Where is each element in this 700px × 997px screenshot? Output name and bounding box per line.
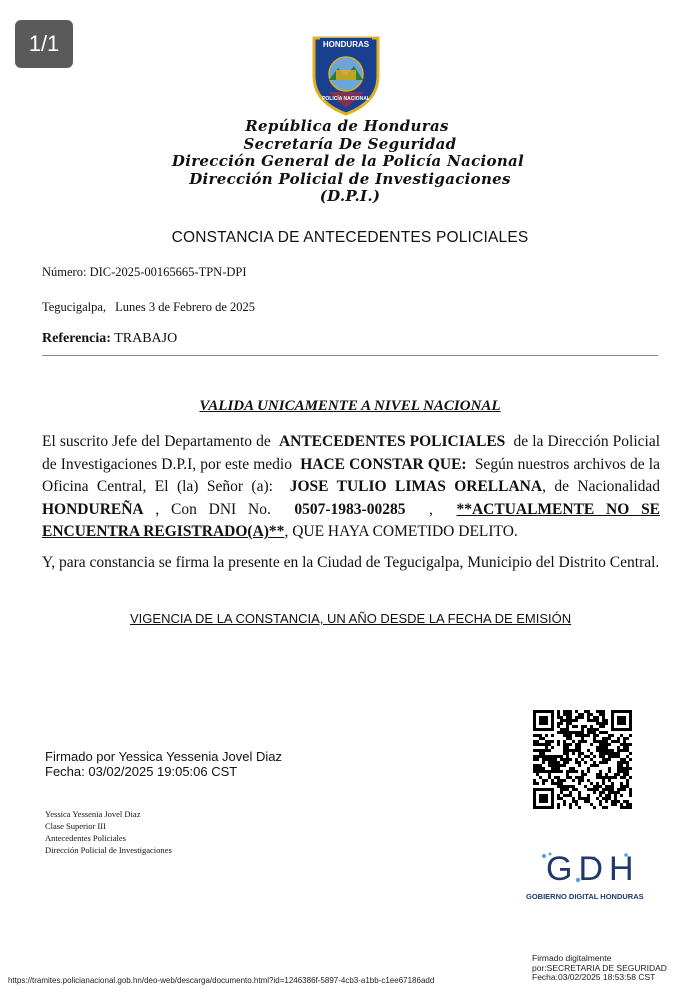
issue-date: Lunes 3 de Febrero de 2025	[115, 300, 256, 314]
signed-date: Fecha: 03/02/2025 19:05:06 CST	[45, 764, 238, 779]
body-text-2: de la Dirección Policial de Investigaciones D.P.I, por este medio	[42, 433, 661, 473]
signer-rank: Clase Superior III	[45, 821, 106, 831]
referencia-label: Referencia:	[42, 331, 111, 346]
gdh-logo	[526, 850, 644, 905]
body-text-4: , de Nacionalidad	[542, 478, 661, 495]
body-text-7: , QUE HAYA COMETIDO DELITO.	[284, 523, 518, 540]
document-url[interactable]: https://tramites.policianacional.gob.hn/deo-web/descarga/documento.html?id=1246386f-5897-4cb3-a1bb-c1ee67186add	[8, 976, 435, 985]
signer-name: Yessica Yessenia Jovel Diaz	[45, 809, 141, 819]
body-text-3: Según nuestros archivos de la Oficina Central, El (la) Señor (a):	[42, 455, 660, 495]
body-bold-dept: ANTECEDENTES POLICIALES	[278, 433, 506, 450]
signer-department: Antecedentes Policiales	[45, 833, 126, 843]
record-status: **ACTUALMENTE NO SE ENCUENTRA REGISTRADO(A)**	[42, 500, 661, 540]
nationality: HONDUREÑA	[42, 500, 144, 518]
letterhead-line-republic: República de Honduras	[245, 117, 449, 135]
gdh-subtitle: GOBIERNO DIGITAL HONDURAS	[526, 892, 644, 901]
digital-line-1: Firmado digitalmente	[532, 953, 612, 963]
body-text-6: ,	[429, 500, 433, 518]
qr-code	[533, 710, 632, 809]
letterhead-line-secretaria: Secretaría De Seguridad	[243, 134, 457, 153]
closing-paragraph: Y, para constancia se firma la presente en la Ciudad de Tegucigalpa, Municipio del Distrito Central.	[42, 554, 660, 571]
document-title: CONSTANCIA DE ANTECEDENTES POLICIALES	[171, 229, 529, 246]
signed-by: Firmado por Yessica Yessenia Jovel Diaz	[45, 749, 283, 764]
referencia-value: TRABAJO	[114, 331, 178, 346]
reference	[42, 331, 177, 347]
digital-seal-note	[532, 954, 667, 983]
document-number	[42, 265, 247, 280]
digital-line-2: por:SECRETARIA DE SEGURIDAD	[532, 962, 667, 973]
letterhead-line-dpi: (D.P.I.)	[319, 187, 381, 205]
digital-signature-block	[45, 749, 282, 779]
certification-paragraph	[42, 431, 660, 544]
issue-place-date	[42, 300, 255, 315]
letterhead	[0, 118, 700, 206]
body-text-1: El suscrito Jefe del Departamento de	[42, 433, 271, 450]
digital-line-3: Fecha:03/02/2025 18:53:58 CST	[532, 972, 656, 982]
body-text-5: , Con DNI No.	[155, 500, 271, 518]
numero-label: Número:	[42, 265, 87, 279]
validity-period: VIGENCIA DE LA CONSTANCIA, UN AÑO DESDE LA FECHA DE EMISIÓN	[130, 611, 572, 626]
emblem-bottom-text: POLICÍA NACIONAL	[322, 96, 370, 102]
emblem-top-text: HONDURAS	[322, 40, 370, 49]
page-indicator: 1/1	[15, 20, 73, 68]
dni-number: 0507-1983-00285	[294, 500, 406, 518]
body-bold-hace-constar: HACE CONSTAR QUE:	[300, 455, 467, 473]
signer-details	[45, 808, 172, 856]
divider	[42, 355, 658, 356]
signer-direction: Dirección Policial de Investigaciones	[45, 845, 172, 855]
police-emblem	[306, 30, 386, 116]
validity-notice: VALIDA UNICAMENTE A NIVEL NACIONAL	[199, 398, 501, 414]
letterhead-line-direccion-general: Dirección General de la Policía Nacional	[171, 152, 525, 170]
numero-value: DIC-2025-00165665-TPN-DPI	[89, 265, 247, 279]
issue-city: Tegucigalpa,	[42, 300, 107, 314]
person-name: JOSE TULIO LIMAS ORELLANA	[289, 478, 543, 495]
gdh-letters: GDH	[546, 850, 640, 888]
letterhead-line-direccion-policial: Dirección Policial de Investigaciones	[189, 169, 511, 188]
